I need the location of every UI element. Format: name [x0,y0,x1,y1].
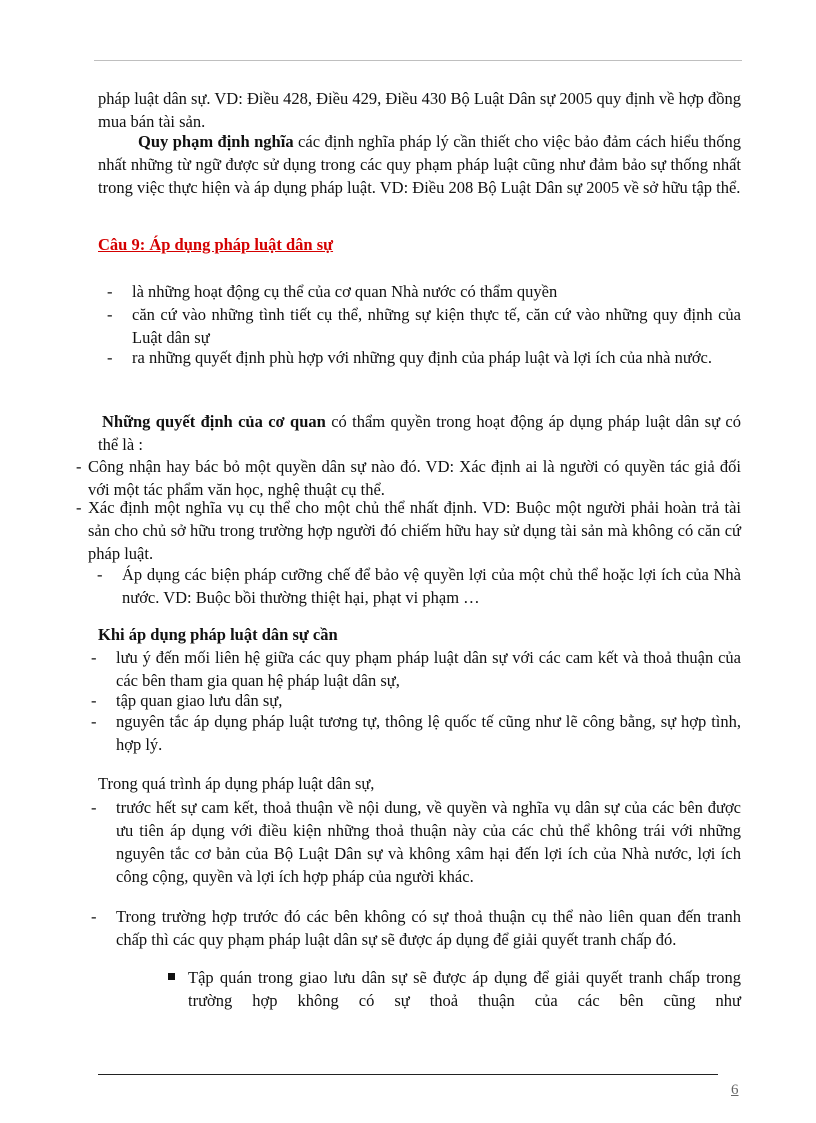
square-bullet-icon [168,973,175,980]
list-item: Trong trường hợp trước đó các bên không có sự thoả thuận cụ thể nào liên quan đến tranh chấp thì các quy phạm pháp luật dân sự sẽ được áp dụng để giải quyết tranh chấp đó. [116,907,741,949]
list-item: tập quan giao lưu dân sự, [116,691,283,710]
list-bullet: - [107,282,113,301]
paragraph-process: Trong quá trình áp dụng pháp luật dân sự, [98,774,375,793]
paragraph-text: có thẩm quyền trong hoạt động áp dụng pháp luật dân sự có thể là : [98,412,741,454]
list-bullet: - [91,648,97,667]
subheading: Khi áp dụng pháp luật dân sự cần [98,625,338,644]
page-number: 6 [731,1082,739,1098]
list-bullet: - [91,907,97,926]
header-rule [94,60,742,61]
list-bullet: - [107,348,113,367]
paragraph-text: các định nghĩa pháp lý cần thiết cho việc bảo đảm cách hiểu thống nhất những từ ngữ được sử dụng trong các quy phạm pháp luật cũng như đảm bảo sự thống nhất trong việc thực hiện và áp dụng pháp luật. VD: Điều 208 Bộ Luật Dân sự 2005 về sở hữu tập thể. [98,132,741,197]
list-bullet: - [76,457,82,476]
list-bullet: - [91,712,97,731]
paragraph-continuation: pháp luật dân sự. VD: Điều 428, Điều 429, Điều 430 Bộ Luật Dân sự 2005 quy định về hợp đồng mua bán tài sản. [98,89,741,131]
paragraph-decisions [98,410,741,456]
list-item: căn cứ vào những tình tiết cụ thể, những sự kiện thực tế, căn cứ vào những quy định của Luật dân sự [132,305,741,347]
footer-rule [98,1074,718,1075]
paragraph-definition [98,130,741,199]
list-bullet: - [91,691,97,710]
list-item: là những hoạt động cụ thể của cơ quan Nhà nước có thẩm quyền [132,282,558,301]
list-item: Áp dụng các biện pháp cưỡng chế để bảo vệ quyền lợi của một chủ thể hoặc lợi ích của Nhà nước. VD: Buộc bồi thường thiệt hại, phạt vi phạm … [122,565,741,607]
bold-term: Quy phạm định nghĩa [138,132,294,151]
list-item: lưu ý đến mối liên hệ giữa các quy phạm pháp luật dân sự với các cam kết và thoả thuận của các bên tham gia quan hệ pháp luật dân sự, [116,648,741,690]
list-item: Công nhận hay bác bỏ một quyền dân sự nào đó. VD: Xác định ai là người có quyền tác giả đối với một tác phẩm văn học, nghệ thuật cụ thể. [88,457,741,499]
section-heading: Câu 9: Áp dụng pháp luật dân sự [98,235,334,254]
list-item: ra những quyết định phù hợp với những quy định của pháp luật và lợi ích của nhà nước. [132,348,712,367]
list-bullet: - [97,565,103,584]
bold-term: Những quyết định của cơ quan [102,412,326,431]
list-bullet: - [76,498,82,517]
list-item: Xác định một nghĩa vụ cụ thể cho một chủ thể nhất định. VD: Buộc một người phải hoàn trả tài sản cho chủ sở hữu trong trường hợp người đó chiếm hữu hay sử dụng tài sản mà không có căn cứ pháp luật. [88,498,741,563]
list-item: Tập quán trong giao lưu dân sự sẽ được áp dụng để giải quyết tranh chấp trong trường hợp không có sự thoả thuận của các bên cũng như [188,968,741,1010]
list-item: nguyên tắc áp dụng pháp luật tương tự, thông lệ quốc tế cũng như lẽ công bằng, sự hợp tình, hợp lý. [116,712,741,754]
list-bullet: - [91,798,97,817]
list-item: trước hết sự cam kết, thoả thuận về nội dung, về quyền và nghĩa vụ dân sự của các bên được ưu tiên áp dụng với điều kiện những thoả thuận này của các chủ thể không trái với những nguyên tắc cơ bản của Bộ Luật Dân sự và không xâm hại đến lợi ích của Nhà nước, lợi ích công cộng, quyền và lợi ích hợp pháp của người khác. [116,798,741,886]
list-bullet: - [107,305,113,324]
